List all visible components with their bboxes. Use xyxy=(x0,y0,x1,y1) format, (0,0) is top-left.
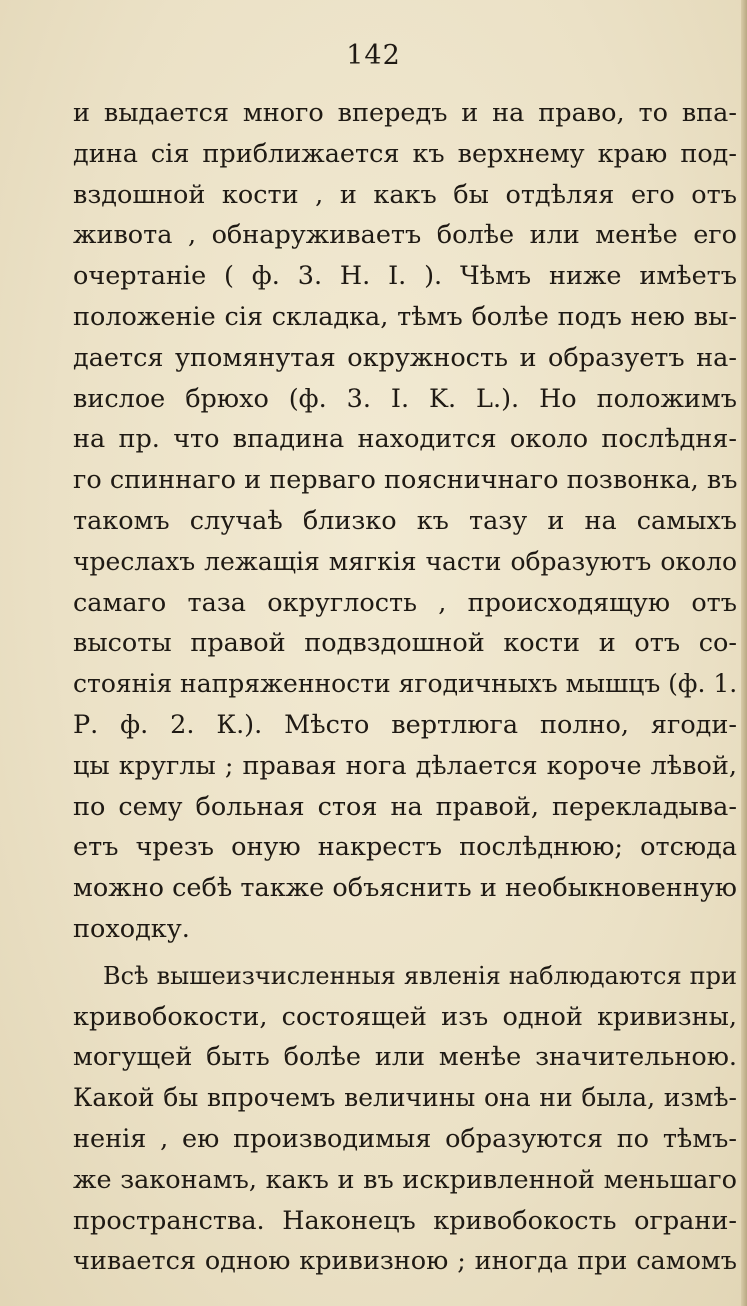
text-line: очертаніе ( ф. 3. Н. I. ). Чѣмъ ниже имѣетъ xyxy=(73,261,737,292)
text-line: самаго таза округлость , происходящую отъ xyxy=(73,587,737,618)
text-line: и выдается много впередъ и на право, то впа- xyxy=(73,98,737,128)
text-line: дина сія приближается къ верхнему краю под- xyxy=(73,138,737,169)
text-line: Какой бы впрочемъ величины она ни была, измѣ- xyxy=(73,1083,737,1113)
text-line: по сему больная стоя на правой, перекладыва- xyxy=(73,791,737,822)
text-line: Р. ф. 2. К.). Мѣсто вертлюга полно, ягоди- xyxy=(73,709,737,740)
text-line: вздошной кости , и какъ бы отдѣляя его отъ xyxy=(73,179,737,210)
text-line: походку. xyxy=(73,913,190,944)
text-line: пространства. Наконецъ кривобокость ограни- xyxy=(73,1205,737,1236)
text-line: живота , обнаруживаетъ болѣе или менѣе его xyxy=(73,220,737,251)
text-line: могущей быть болѣе или менѣе значительною. xyxy=(73,1042,737,1073)
text-line: же законамъ, какъ и въ искривленной меньшаго xyxy=(73,1164,737,1195)
paragraph-1 xyxy=(73,93,737,950)
text-line: кривобокости, состоящей изъ одной кривизны, xyxy=(73,1001,737,1032)
text-line: дается упомянутая окружность и образуетъ на- xyxy=(73,342,737,373)
text-line: такомъ случаѣ близко къ тазу и на самыхъ xyxy=(73,505,737,536)
text-line: цы круглы ; правая нога дѣлается короче лѣвой, xyxy=(73,750,737,781)
text-line: чреслахъ лежащія мягкія части образуютъ около xyxy=(73,546,737,576)
text-line: чивается одною кривизною ; иногда при самомъ xyxy=(73,1246,737,1277)
text-line: етъ чрезъ оную накрестъ послѣднюю; отсюда xyxy=(73,832,737,863)
text-line: вислое брюхо (ф. 3. I. K. L.). Но положимъ xyxy=(73,383,737,414)
paragraph-2 xyxy=(73,956,737,1282)
page-edge xyxy=(741,0,747,1306)
text-line: стоянія напряженности ягодичныхъ мышцъ (ф. 1. xyxy=(73,669,738,699)
text-line: го спиннаго и перваго поясничнаго позвонка, въ xyxy=(73,465,738,496)
text-line: на пр. что впадина находится около послѣдня- xyxy=(73,424,737,455)
body-text xyxy=(73,93,737,1282)
page-number: 142 xyxy=(346,40,401,71)
text-line: положеніе сія складка, тѣмъ болѣе подъ нею вы- xyxy=(73,301,737,332)
text-line: Всѣ вышеизчисленныя явленія наблюдаются при xyxy=(103,961,737,990)
text-line: ненія , ею производимыя образуются по тѣмъ- xyxy=(73,1123,737,1154)
text-line: можно себѣ также объяснить и необыкновенную xyxy=(73,873,737,904)
text-line: высоты правой подвздошной кости и отъ со- xyxy=(73,628,737,659)
